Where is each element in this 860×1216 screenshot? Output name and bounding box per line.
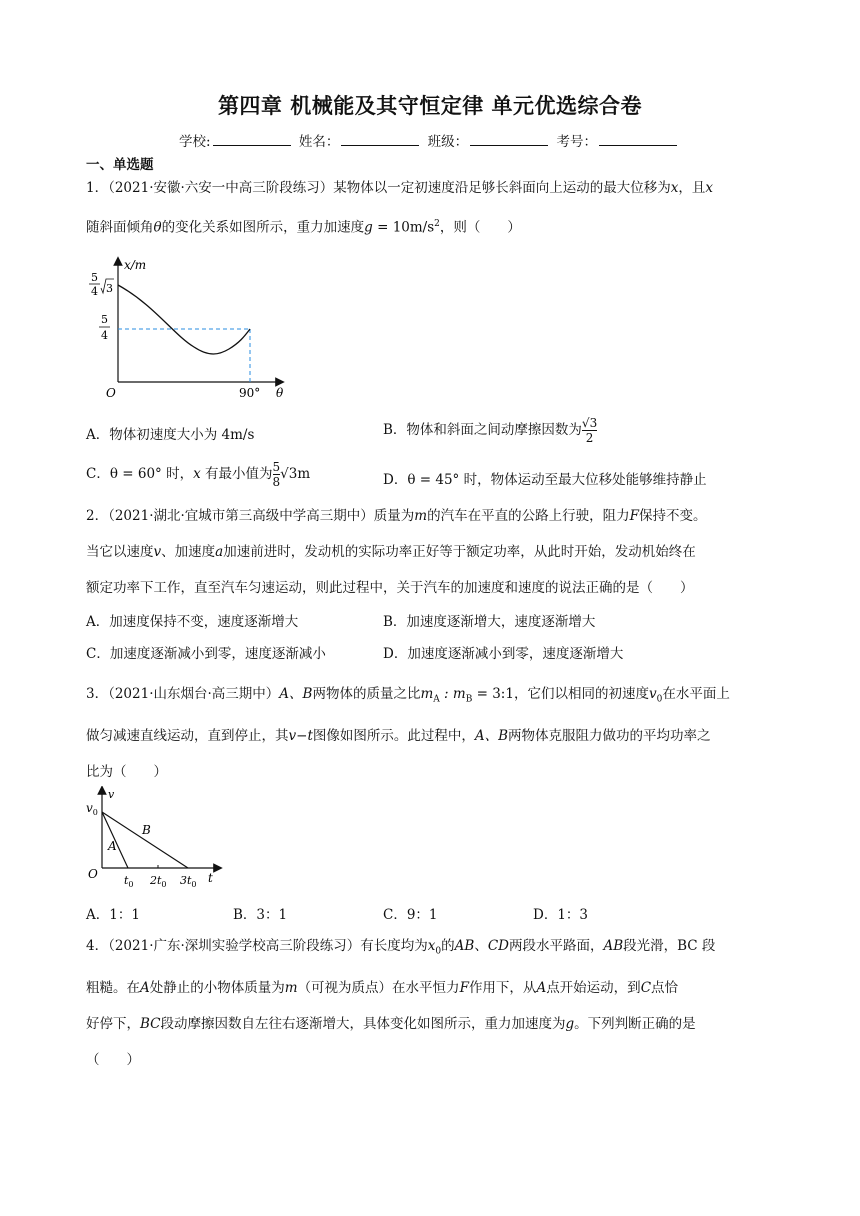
class-label: 班级：: [427, 134, 469, 150]
question-2-line-2: 当它以速度v、加速度a加速前进时，发动机的实际功率正好等于额定功率，从此时开始，发动机始终在: [86, 544, 696, 560]
tick-t0: $t_0$: [124, 874, 134, 889]
question-3-option-d[interactable]: D．1：3: [533, 907, 589, 923]
student-info-line: [0, 130, 860, 150]
question-1-stem: [86, 170, 776, 246]
question-2-option-a[interactable]: A．加速度保持不变，速度逐渐增大: [86, 614, 299, 630]
school-label: 学校:: [179, 134, 211, 150]
exam-number-label: 考号：: [556, 134, 597, 150]
y-top-root: 3: [106, 282, 113, 295]
question-3-line-1: 3．（2021·山东烟台·高三期中）A、B两物体的质量之比$m_A$ : $m_B$ = 3:1，它们以相同的初速度$v_0$在水平面上: [86, 686, 730, 705]
question-1-option-d[interactable]: D．θ = 45° 时，物体运动至最大位移处能够维持静止: [383, 472, 707, 488]
v-axis-label: v: [108, 788, 115, 801]
question-1-line-1: 1．（2021·安徽·六安一中高三阶段练习）某物体以一定初速度沿足够长斜面向上运动的最大位移为x，且x: [86, 180, 714, 196]
y-axis-label: x/m: [124, 258, 147, 272]
label-A: A: [108, 839, 117, 853]
question-3-line-2: 做匀减速直线运动，直到停止，其v−t图像如图所示。此过程中，A、B两物体克服阻力做功的平均功率之: [86, 727, 711, 744]
section-heading: 一、单选题: [86, 157, 154, 173]
question-4-line-4: （ ）: [86, 1051, 140, 1068]
question-4-line-2: 粗糙。在A处静止的小物体质量为m（可视为质点）在水平恒力F作用下，从A点开始运动，到C点恰: [86, 979, 679, 996]
v0-label: $v_0$: [86, 801, 98, 817]
origin-label: O: [106, 386, 116, 400]
question-4-line-3: 好停下，BC段动摩擦因数自左往右逐渐增大，具体变化如图所示，重力加速度为g。下列判断正确的是: [86, 1015, 696, 1032]
name-blank[interactable]: [341, 133, 419, 146]
question-3-option-b[interactable]: B．3：1: [233, 907, 288, 923]
y-top-numerator: 5: [91, 271, 98, 284]
label-B: B: [142, 823, 151, 837]
x-theta-curve: [118, 285, 250, 354]
exam-number-blank[interactable]: [599, 133, 677, 146]
t-axis-label: t: [208, 871, 213, 885]
school-blank[interactable]: [213, 133, 291, 146]
question-2-line-3: 额定功率下工作，直至汽车匀速运动，则此过程中，关于汽车的加速度和速度的说法正确的是（ ）: [86, 580, 694, 596]
question-4-stem: [86, 928, 776, 1078]
question-1-line-2: 随斜面倾角θ的变化关系如图所示，重力加速度$g = 10m/s^2$，则（ ）: [86, 219, 521, 236]
y-mid-numerator: 5: [101, 313, 108, 326]
page-title: 第四章 机械能及其守恒定律 单元优选综合卷: [217, 94, 643, 118]
question-2-stem: [86, 498, 776, 606]
question-2-option-d[interactable]: D．加速度逐渐减小到零，速度逐渐增大: [383, 646, 624, 662]
x-tick-90: 90°: [239, 386, 261, 400]
question-3-figure: [84, 786, 224, 890]
question-3-line-3: 比为（ ）: [86, 763, 167, 780]
origin-label: O: [88, 867, 98, 881]
question-3-stem: [86, 676, 776, 790]
name-label: 姓名：: [298, 134, 340, 150]
class-blank[interactable]: [470, 133, 548, 146]
x-axis-label: θ: [276, 386, 284, 400]
question-1-figure: [84, 255, 294, 405]
question-4-line-1: 4．（2021·广东·深圳实验学校高三阶段练习）有长度均为$x_0$的AB、CD两段水平路面，AB段光滑，BC 段: [86, 938, 716, 957]
question-1-option-c[interactable]: C．θ = 60° 时，x 有最小值为 $\frac{5}{8}$ √3m: [86, 460, 311, 489]
y-mid-denominator: 4: [101, 329, 108, 342]
question-3-option-a[interactable]: A．1：1: [86, 907, 140, 923]
question-1-option-a[interactable]: A．物体初速度大小为 4m/s: [86, 427, 255, 443]
question-2-option-c[interactable]: C．加速度逐渐减小到零，速度逐渐减小: [86, 646, 326, 662]
tick-3t0: $3t_0$: [180, 874, 197, 889]
question-2-line-1: 2．（2021·湖北·宜城市第三高级中学高三期中）质量为m的汽车在平直的公路上行驶，阻力F保持不变。: [86, 508, 707, 524]
question-1-option-b[interactable]: B．物体和斜面之间动摩擦因数为 $\frac{√3}{2}$: [383, 416, 598, 445]
question-2-option-b[interactable]: B．加速度逐渐增大，速度逐渐增大: [383, 614, 596, 630]
y-top-denominator: 4: [91, 285, 98, 298]
tick-2t0: $2t_0$: [150, 874, 167, 889]
question-3-option-c[interactable]: C．9：1: [383, 907, 438, 923]
